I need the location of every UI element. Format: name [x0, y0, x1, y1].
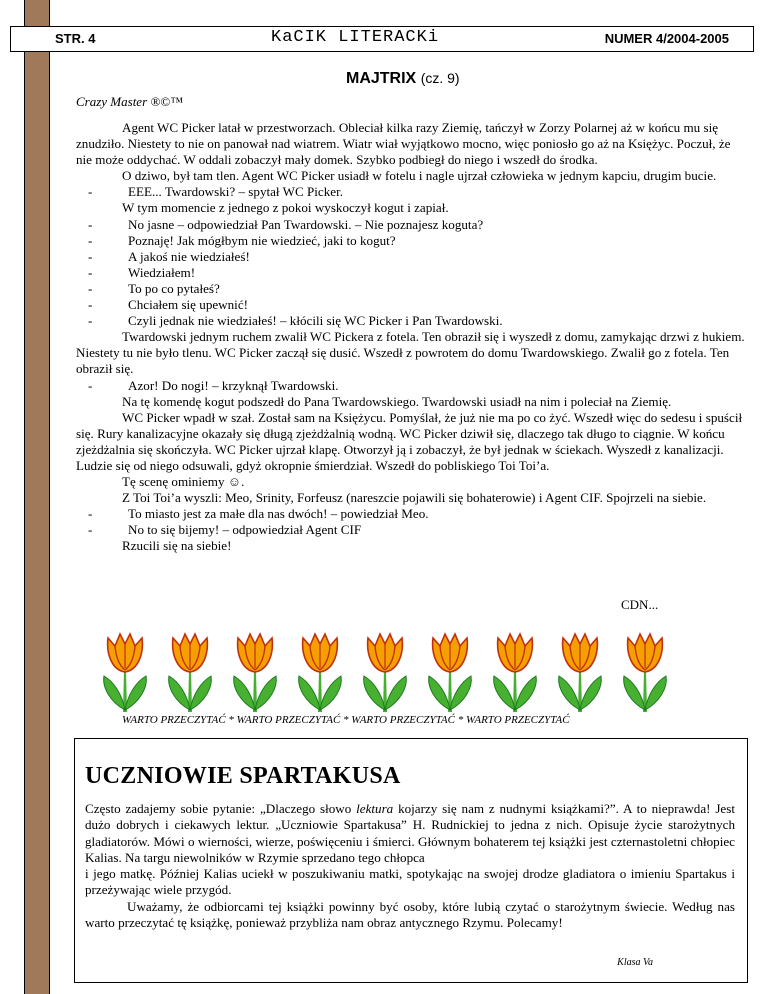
dialogue-line: - Azor! Do nogi! – krzyknął Twardowski. [76, 378, 746, 394]
story-title [346, 70, 460, 88]
tulip-icon [620, 632, 670, 712]
dialogue-line: - Chciałem się upewnić! [76, 297, 746, 313]
page-number: STR. 4 [55, 31, 96, 46]
dialogue-line: - Wiedziałem! [76, 265, 746, 281]
story-body [76, 120, 746, 555]
story-paragraph: Tę scenę ominiemy ☺. [122, 474, 245, 490]
story-author: Crazy Master ®©™ [76, 94, 183, 109]
story-paragraph: Twardowski jednym ruchem zwalił WC Pickera z fotela. Ten obraził się i wyszedł z domu, zamykając drzwi z hukiem. Niestety tu nie było tlenu. WC Picker zaczął się dusić. Wszedł z powrotem do domu Twardowskiego. Zwalił go z fotela. Ten obraził się. [76, 329, 745, 377]
story-paragraph: W tym momencie z jednego z pokoi wyskoczył kogut i zapiał. [122, 200, 449, 216]
story-paragraph: Z Toi Toi’a wyszli: Meo, Srinity, Forfeusz (nareszcie pojawili się bohaterowie) i Agent CIF. Spojrzeli na siebie. [122, 490, 707, 506]
story-paragraph: WC Picker wpadł w szał. Został sam na Księżycu. Pomyślał, że już nie ma po co żyć. Wszedł więc do sedesu i spuścił się. Rury kanalizacyjne okazały się długą zjeżdżalnią wodną. WC Picker dziwił się, dlaczego tak długo to ciągnie. W końcu zjeżdżalnia się skończyła. WC Picker ujrzał klapę. Otworzył ją i zobaczył, że był jednak w ściekach. Wyszedł z kanalizacji. Ludzie się od niego odsuwali, gdyż okropnie śmierdział. Wszedł do pobliskiego Toi Toi’a. [76, 409, 743, 473]
story-paragraph: Rzucili się na siebie! [122, 538, 232, 554]
dialogue-line: - No jasne – odpowiedział Pan Twardowski. – Nie poznajesz koguta? [76, 217, 746, 233]
page-header [10, 26, 754, 52]
review-box [74, 738, 748, 983]
tulip-icon [295, 632, 345, 712]
review-paragraph-2: i jego matkę. Później Kalias uciekł w poszukiwaniu matki, spotykając na swojej drodze gladiatora o imieniu Spartakus i przeżywając wiele przygód. [85, 866, 735, 898]
tulip-icon [490, 632, 540, 712]
page-sidebar [24, 0, 50, 994]
recommendation-banner: WARTO PRZECZYTAĆ * WARTO PRZECZYTAĆ * WARTO PRZECZYTAĆ * WARTO PRZECZYTAĆ [122, 714, 570, 726]
tulip-icon [425, 632, 475, 712]
tulip-icon [100, 632, 150, 712]
issue-number: NUMER 4/2004-2005 [604, 31, 729, 46]
dialogue-line: - A jakoś nie wiedziałeś! [76, 249, 746, 265]
review-title: UCZNIOWIE SPARTAKUSA [85, 763, 401, 789]
story-title-text: MAJTRIX [346, 70, 417, 87]
story-part: (cz. 9) [420, 70, 460, 86]
dialogue-line: - EEE... Twardowski? – spytał WC Picker. [76, 184, 746, 200]
tulip-icon [555, 632, 605, 712]
dialogue-line: - To po co pytałeś? [76, 281, 746, 297]
review-paragraph-1: Często zadajemy sobie pytanie: „Dlaczego słowo lektura kojarzy się nam z nudnymi książkami?”. A to nieprawda! Jest dużo dobrych i ciekawych lektur. „Uczniowie Spartakusa” H. Rudnickiej to jedna z nich. Opisuje życie starożytnych gladiatorów. Mówi o wierności, wierze, poświęceniu i śmierci. Głównym bohaterem tej książki jest czternastoletni chłopiec Kalias. Na targu niewolników w Rzymie sprzedano tego chłopca [85, 801, 735, 865]
review-paragraph-3: Uważamy, że odbiorcami tej książki powinny być osoby, które lubią czytać o starożytnym świecie. Według nas warto przeczytać tę książkę, ponieważ przybliża nam obraz antycznego Rzymu. Polecamy! [85, 898, 735, 931]
tulip-icon [165, 632, 215, 712]
tulip-icon [230, 632, 280, 712]
to-be-continued: CDN... [621, 597, 659, 612]
tulip-border [100, 632, 680, 712]
dialogue-line: - No to się bijemy! – odpowiedział Agent CIF [76, 522, 746, 538]
tulip-icon [360, 632, 410, 712]
story-paragraph: O dziwo, był tam tlen. Agent WC Picker usiadł w fotelu i nagle ujrzał człowieka w jednym kapciu, drugim bucie. [122, 168, 717, 184]
dialogue-line: - Czyli jednak nie wiedziałeś! – kłócili się WC Picker i Pan Twardowski. [76, 313, 746, 329]
review-signature: Klasa Va [617, 957, 653, 968]
section-title: KaCIK LITERACKi [271, 28, 440, 47]
story-paragraph: Agent WC Picker latał w przestworzach. Obleciał kilka razy Ziemię, tańczył w Zorzy Polarnej aż w końcu mu się znudziło. Niestety to nie on panował nad wiatrem. Wiatr wiał wyjątkowo mocno, więc poniosło go aż na Księżyc. Poczuł, że nie może oddychać. W oddali zobaczył mały domek. Szybko podbiegł do niego i wszedł do środka. [76, 120, 731, 168]
dialogue-line: - Poznaję! Jak mógłbym nie wiedzieć, jaki to kogut? [76, 233, 746, 249]
story-paragraph: Na tę komendę kogut podszedł do Pana Twardowskiego. Twardowski usiadł na nim i poleciał na Ziemię. [122, 393, 672, 409]
review-body [85, 801, 735, 931]
dialogue-line: - To miasto jest za małe dla nas dwóch! – powiedział Meo. [76, 506, 746, 522]
